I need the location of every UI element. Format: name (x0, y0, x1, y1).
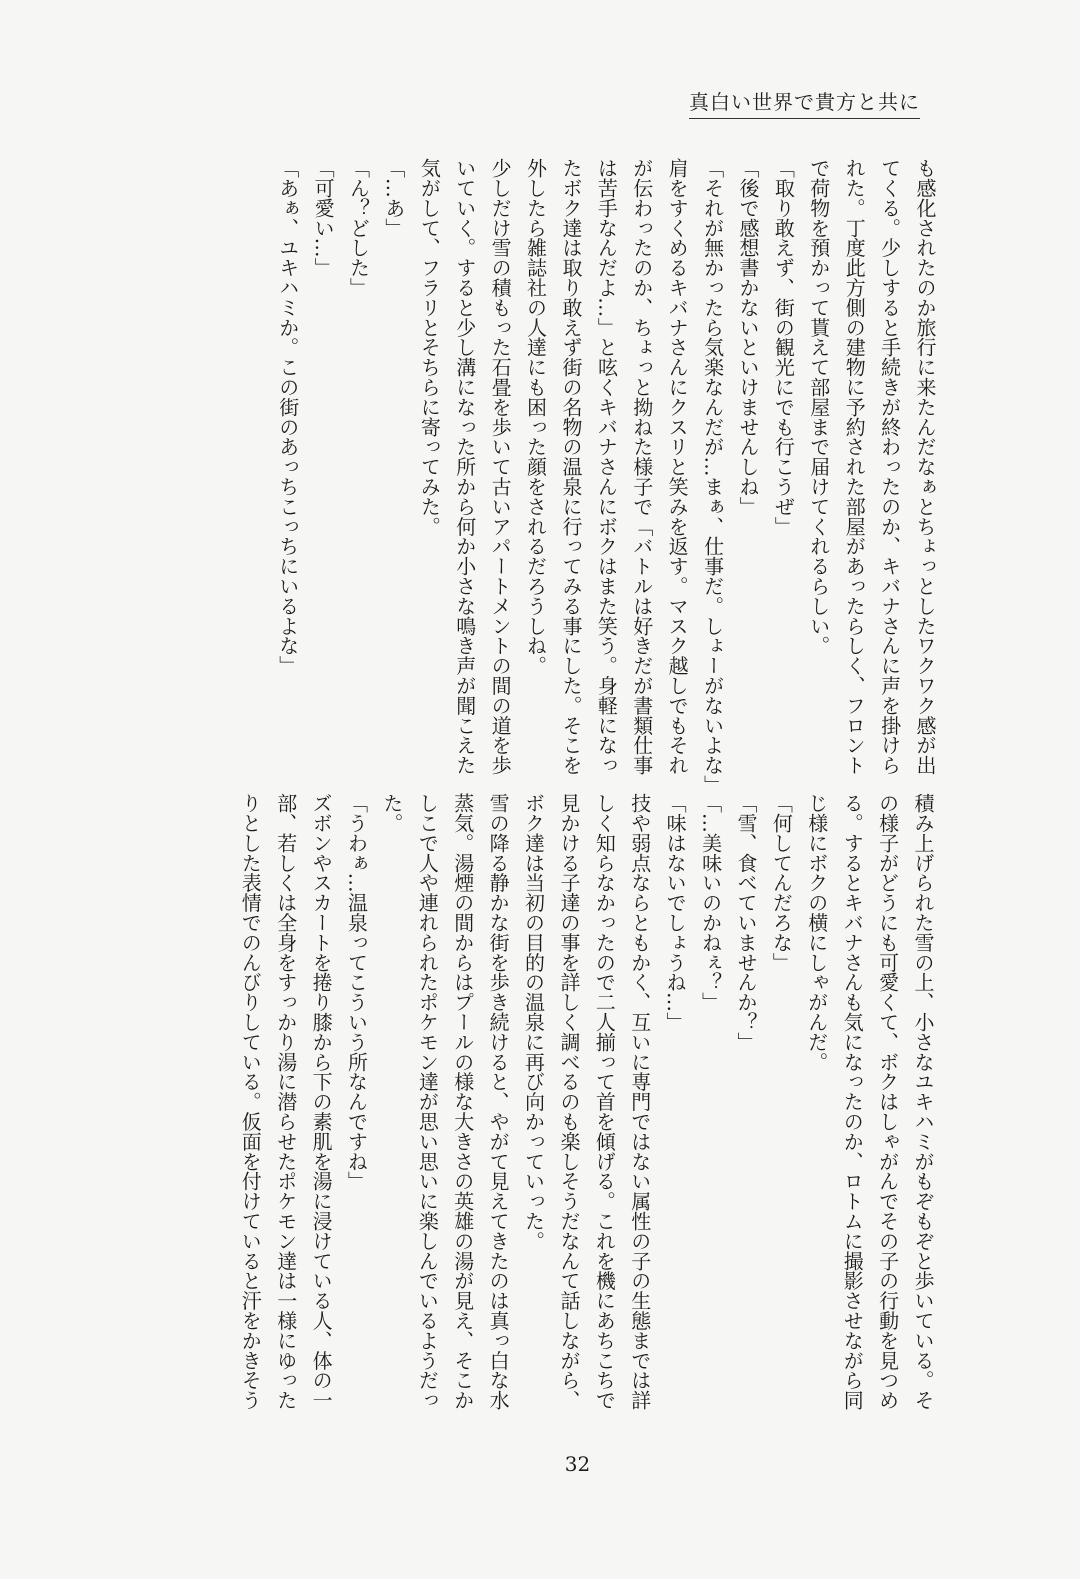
text-line: 「それが無かったら気楽なんだが…まぁ、仕事だ。しょーがないよな」 (700, 158, 725, 795)
text-line: で荷物を預かって貰えて部屋まで届けてくれるらしい。 (806, 158, 831, 656)
text-line: 「味はないでしょうね…」 (663, 793, 688, 1032)
text-line: 気がして、フラリとそちらに寄ってみた。 (417, 158, 442, 537)
text-line: 「あぁ、ユキハミか。この街のあっちこっちにいるよな」 (275, 158, 300, 676)
text-line: ボク達は当初の目的の温泉に再び向かっていった。 (521, 793, 546, 1251)
text-line: 雪の降る静かな街を歩き続けると、やがて見えてきたのは真っ白な水 (486, 793, 511, 1410)
text-line: 技や弱点ならともかく、互いに専門ではない属性の子の生態までは詳 (627, 793, 652, 1410)
text-line: 「取り敢えず、街の観光にでも行こうぜ」 (771, 158, 796, 537)
text-line: は苦手なんだよ…」と呟くキバナさんにボクはまた笑う。身軽になっ (594, 158, 619, 775)
text-line: 「何してんだろな」 (769, 793, 794, 973)
text-line: てくる。少しすると手続きが終わったのか、キバナさんに声を掛けら (877, 158, 902, 775)
text-line: 少しだけ雪の積もった石畳を歩いて古いアパートメントの間の道を歩 (488, 158, 513, 775)
text-line: しく知らなかったので二人揃って首を傾げる。これを機にあちこちで (592, 793, 617, 1410)
text-line: 部、若しくは全身をすっかり湯に潜らせたポケモン達は一様にゆった (273, 793, 298, 1410)
text-line: た。 (379, 793, 404, 833)
text-line: 「後で感想書かないといけませんしね」 (735, 158, 760, 517)
text-line: る。するとキバナさんも気になったのか、ロトムに撮影させながら同 (840, 793, 865, 1410)
text-line: 見かける子達の事を詳しく調べるのも楽しそうだなんて話しながら、 (556, 793, 581, 1410)
text-line: 「可愛い…」 (311, 158, 336, 278)
text-line: いていく。すると少し溝になった所から何か小さな鳴き声が聞こえた (452, 158, 477, 775)
text-block-upper (269, 158, 942, 795)
page-number: 32 (564, 1452, 591, 1476)
text-line: じ様にボクの横にしゃがんだ。 (804, 793, 829, 1072)
running-header-title: 真白い世界で貴方と共に (689, 86, 920, 119)
text-line: 蒸気。湯煙の間からはプールの様な大きさの英雄の湯が見え、そこか (450, 793, 475, 1410)
text-line: ズボンやスカートを捲り膝から下の素肌を湯に浸けている人、体の一 (309, 793, 334, 1410)
text-line: が伝わったのか、ちょっと拗ねた様子で「バトルは好きだが書類仕事 (629, 158, 654, 775)
text-block-lower (232, 793, 940, 1433)
text-line: 「うわぁ…温泉ってこういう所なんですね」 (344, 793, 369, 1192)
text-line: しこで人や連れられたポケモン達が思い思いに楽しんでいるようだっ (415, 793, 440, 1410)
text-line: の様子がどうにも可愛くて、ボクはしゃがんでその子の行動を見つめ (875, 793, 900, 1410)
text-line: 「…美味いのかねぇ？」 (698, 793, 723, 1012)
text-line: も感化されたのか旅行に来たんだなぁとちょっとしたワクワク感が出 (913, 158, 937, 775)
text-line: 外したら雑誌社の人達にも困った顔をされるだろうしね。 (523, 158, 548, 676)
text-line: れた。丁度此方側の建物に予約された部屋があったらしく、フロント (842, 158, 867, 775)
text-line: 「ん？どした」 (346, 158, 371, 298)
text-line: りとした表情でのんびりしている。仮面を付けていると汗をかきそう (238, 793, 263, 1410)
text-line: たボク達は取り敢えず街の名物の温泉に行ってみる事にした。そこを (558, 158, 583, 775)
text-line: 「…あ」 (381, 158, 406, 238)
text-line: 「雪、食べていませんか？」 (733, 793, 758, 1052)
text-line: 肩をすくめるキバナさんにクスリと笑みを返す。マスク越しでもそれ (665, 158, 690, 775)
text-line: 積み上げられた雪の上、小さなユキハミがもぞもぞと歩いている。そ (911, 793, 935, 1410)
